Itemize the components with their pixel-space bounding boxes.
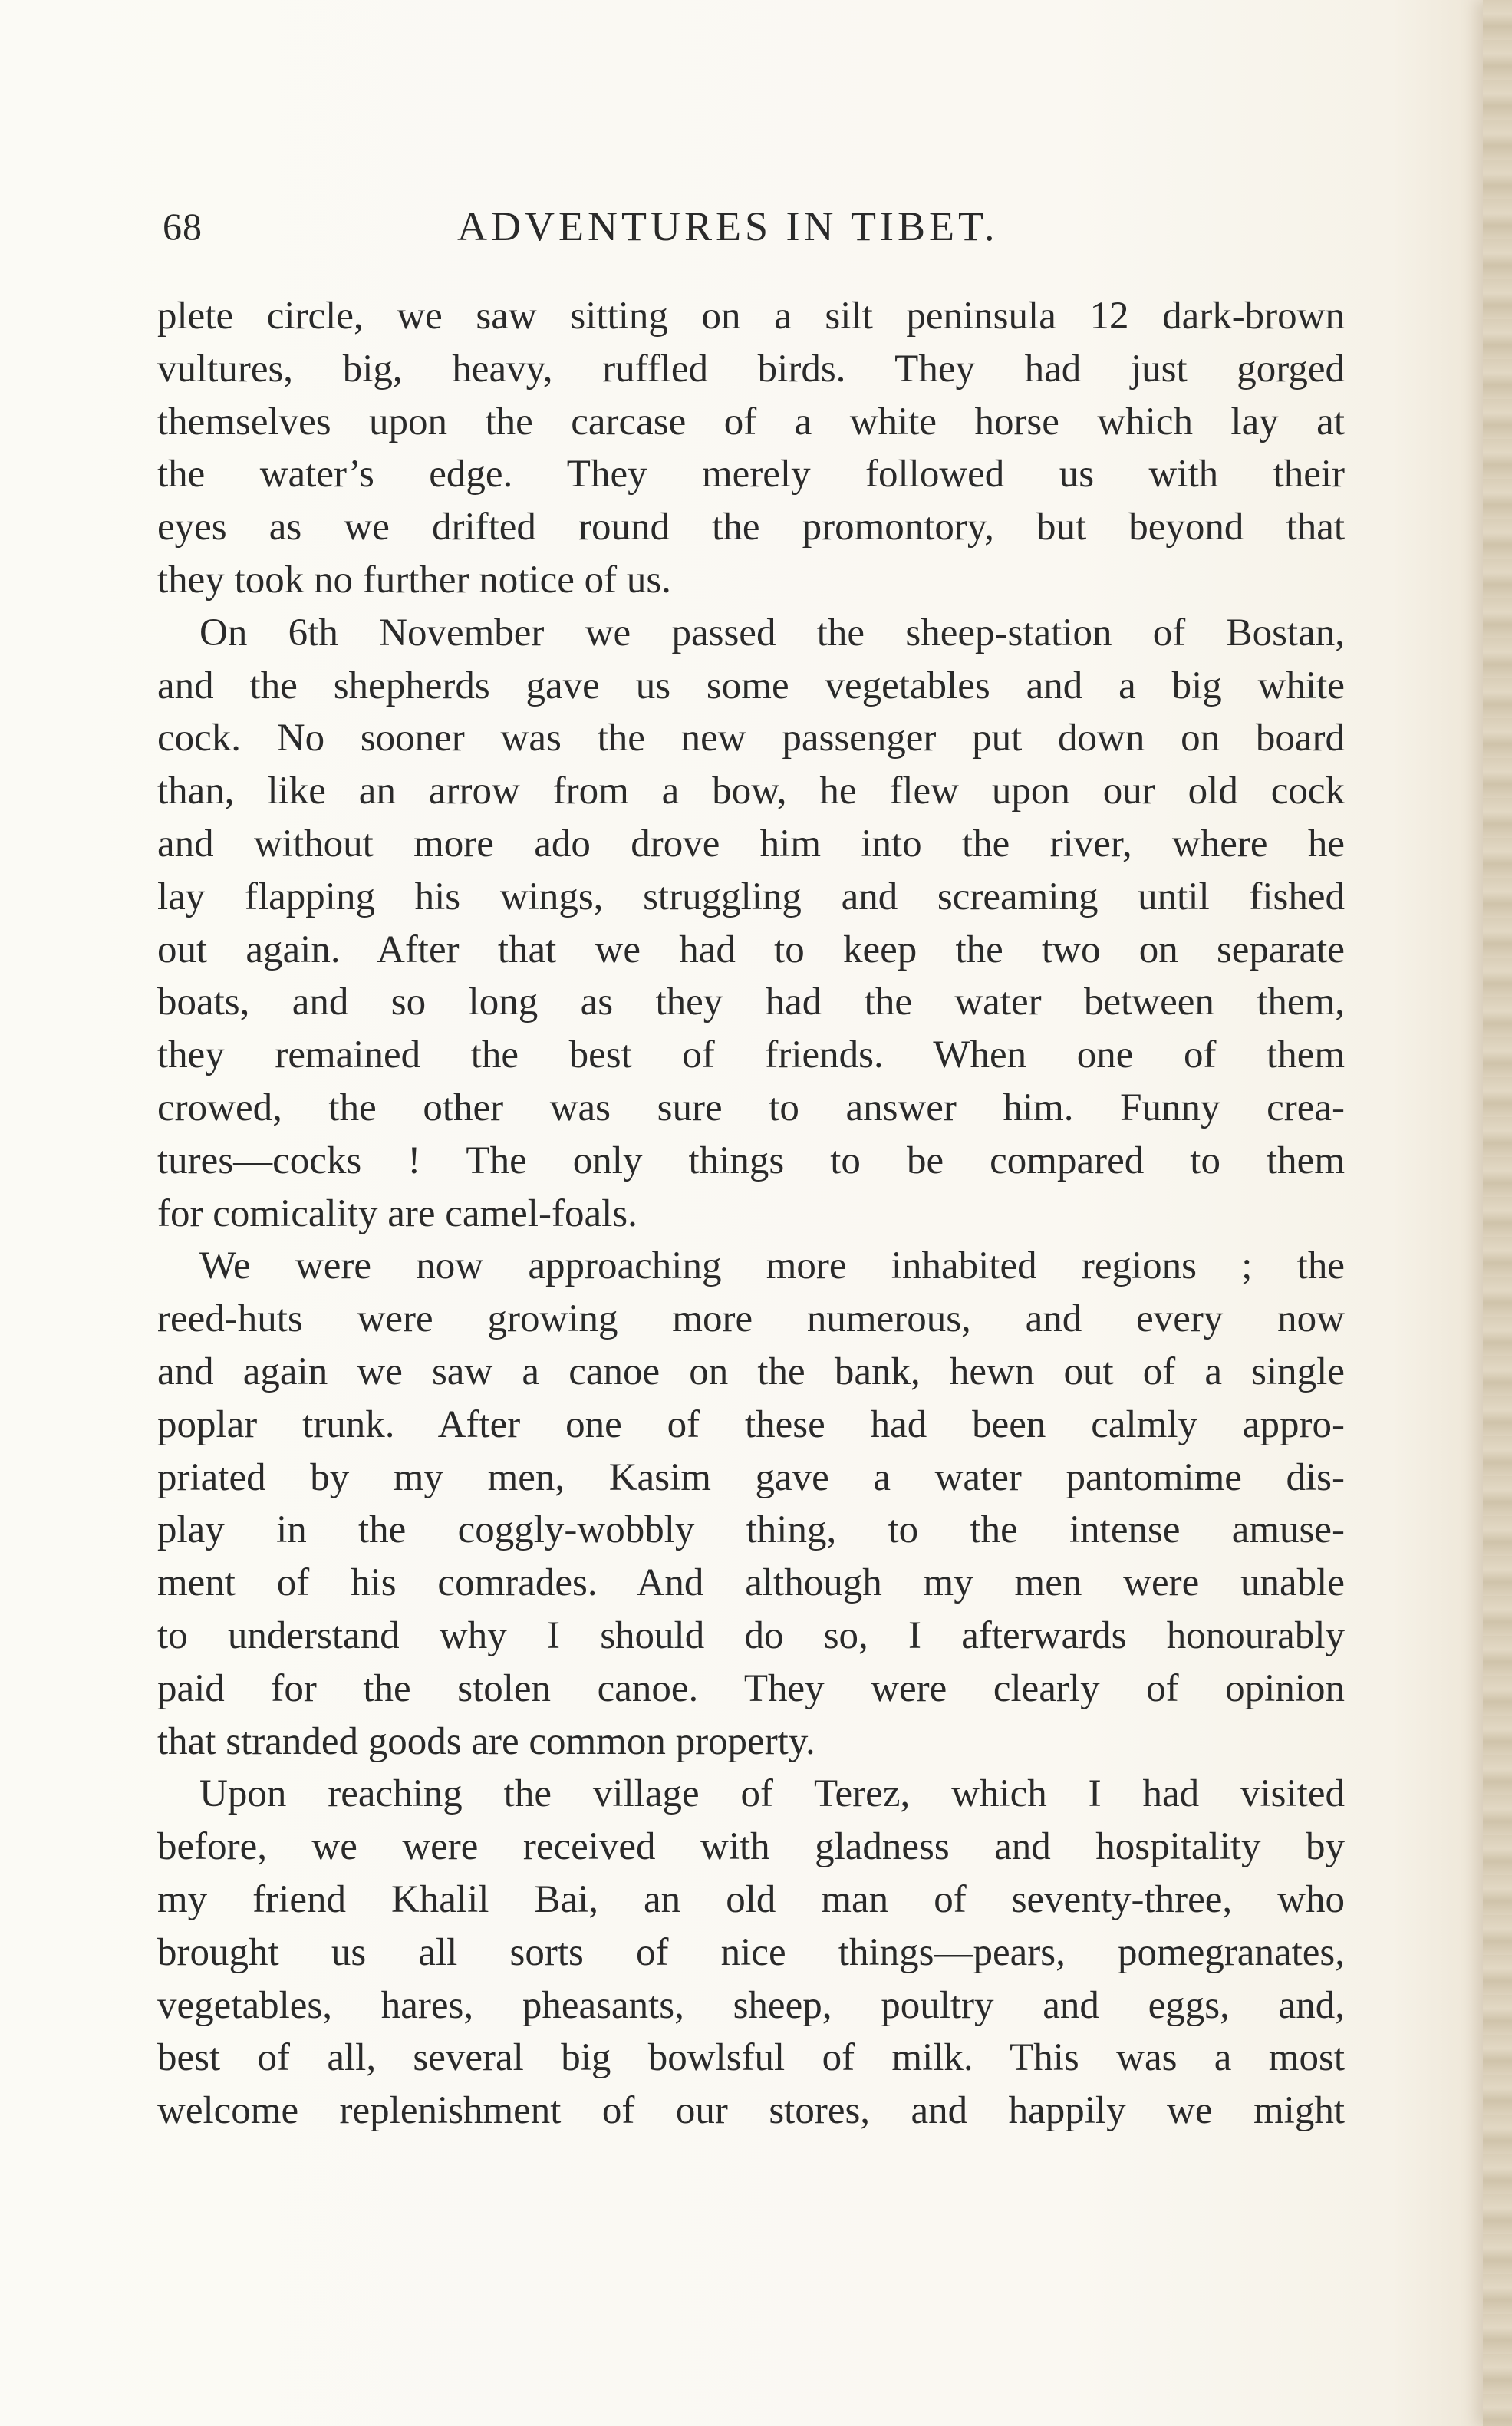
text-line: to understand why I should do so, I afterwards honourably <box>157 1613 1345 1657</box>
body-text <box>157 290 1345 2138</box>
text-line: they remained the best of friends. When one of them <box>157 1033 1345 1077</box>
paragraph <box>157 607 1345 1241</box>
text-line: for comicality are camel-foals. <box>157 1192 637 1235</box>
text-line: vultures, big, heavy, ruffled birds. They had just gorged <box>157 347 1345 391</box>
text-line: play in the coggly-wobbly thing, to the intense amuse- <box>157 1508 1345 1552</box>
text-line: themselves upon the carcase of a white horse which lay at <box>157 400 1345 443</box>
page-edge-shadow <box>1483 0 1512 2426</box>
page-number: 68 <box>163 205 203 248</box>
text-line: priated by my men, Kasim gave a water pantomime dis- <box>157 1455 1345 1499</box>
text-line: and again we saw a canoe on the bank, hewn out of a single <box>157 1350 1345 1393</box>
text-line: poplar trunk. After one of these had been calmly appro- <box>157 1403 1345 1446</box>
text-line: eyes as we drifted round the promontory, but beyond that <box>157 506 1345 549</box>
text-line: welcome replenishment of our stores, and happily we might <box>157 2089 1345 2133</box>
text-line: We were now approaching more inhabited regions ; the <box>199 1244 1345 1288</box>
text-line: and the shepherds gave us some vegetables and a big white <box>157 664 1345 707</box>
text-line: the water’s edge. They merely followed us with their <box>157 453 1345 496</box>
text-line: best of all, several big bowlsful of milk. This was a most <box>157 2036 1345 2080</box>
text-line: plete circle, we saw sitting on a silt peninsula 12 dark-brown <box>157 295 1345 338</box>
text-line: they took no further notice of us. <box>157 558 671 602</box>
paragraph <box>157 1768 1345 2138</box>
text-line: brought us all sorts of nice things—pears, pomegranates, <box>157 1930 1345 1974</box>
text-line: crowed, the other was sure to answer him. Funny crea- <box>157 1086 1345 1129</box>
text-line: reed-huts were growing more numerous, and every now <box>157 1297 1345 1341</box>
text-line: Upon reaching the village of Terez, which I had visited <box>199 1772 1345 1816</box>
text-line: my friend Khalil Bai, an old man of seventy-three, who <box>157 1877 1345 1921</box>
text-line: before, we were received with gladness and hospitality by <box>157 1825 1345 1869</box>
text-line: that stranded goods are common property. <box>157 1719 815 1763</box>
text-line: tures—cocks ! The only things to be compared to them <box>157 1139 1345 1182</box>
text-line: boats, and so long as they had the water between them, <box>157 981 1345 1024</box>
paragraph <box>157 1240 1345 1768</box>
text-line: vegetables, hares, pheasants, sheep, poultry and eggs, and, <box>157 1983 1345 2027</box>
text-line: cock. No sooner was the new passenger put down on board <box>157 717 1345 760</box>
paragraph <box>157 290 1345 607</box>
text-line: On 6th November we passed the sheep-station of Bostan, <box>199 611 1345 654</box>
text-line: out again. After that we had to keep the two on separate <box>157 928 1345 971</box>
text-line: paid for the stolen canoe. They were clearly of opinion <box>157 1666 1345 1710</box>
text-line: lay flapping his wings, struggling and screaming until fished <box>157 875 1345 918</box>
running-title: ADVENTURES IN TIBET. <box>457 203 999 249</box>
page-header <box>163 196 1313 257</box>
text-line: and without more ado drove him into the river, where he <box>157 822 1345 865</box>
text-line: than, like an arrow from a bow, he flew upon our old cock <box>157 770 1345 813</box>
text-line: ment of his comrades. And although my men were unable <box>157 1561 1345 1605</box>
